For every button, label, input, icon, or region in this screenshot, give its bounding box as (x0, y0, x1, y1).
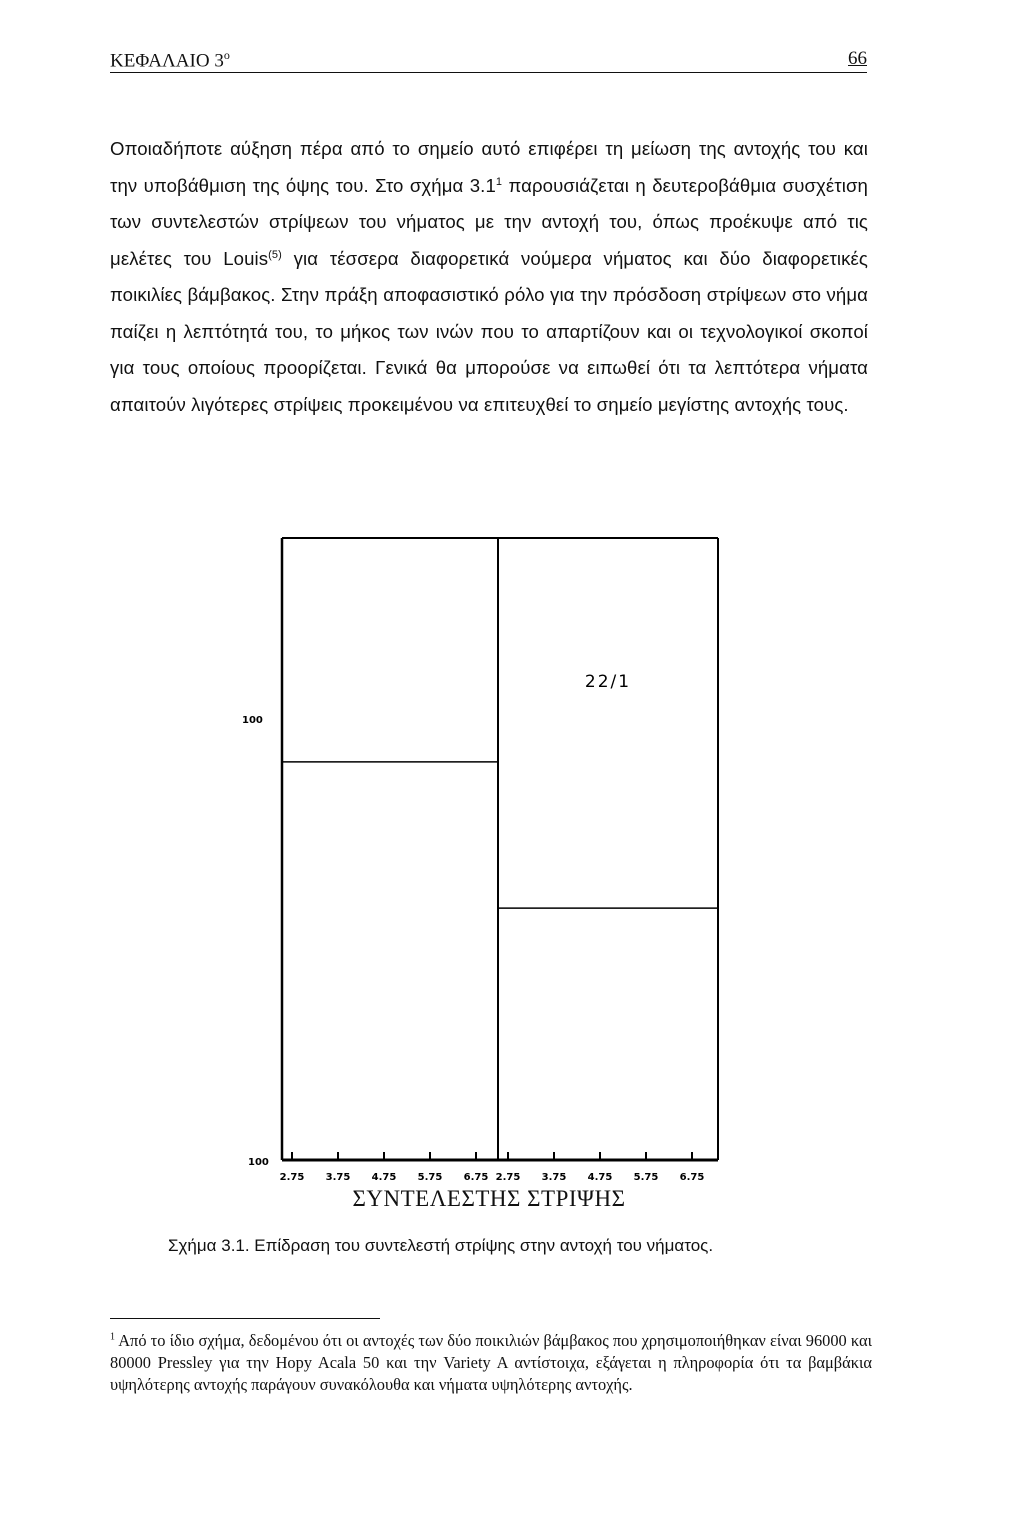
footnote-text: Από το ίδιο σχήμα, δεδομένου ότι οι αντοχές των δύο ποικιλιών βάμβακος που χρησιμοποιήθηκαν είναι 96000 και 80000 Pressley για την Hopy Acala 50 και την Variety A αντίστοιχα, εξάγεται η πληροφορία ότι τα βαμβάκια υψηλότερης αντοχής παράγουν συνακόλουθα και νήματα υψηλότερης αντοχής. (110, 1331, 872, 1394)
figure-caption: Σχήμα 3.1. Επίδραση του συντελεστή στρίψης στην αντοχή του νήματος. (168, 1236, 714, 1255)
page-number: 66 (848, 48, 867, 69)
y-tick-label-top: 100 (242, 715, 263, 726)
x-tick-label: 2.75 (495, 1172, 521, 1183)
x-tick-label: 5.75 (633, 1172, 659, 1183)
footnote-ref[interactable]: 1 (495, 175, 503, 188)
footnote-marker: 1 (110, 1331, 115, 1343)
x-tick-label: 3.75 (541, 1172, 567, 1183)
y-tick-label-bottom: 100 (248, 1157, 269, 1168)
x-tick-label: 5.75 (417, 1172, 443, 1183)
x-tick-label: 4.75 (371, 1172, 397, 1183)
chapter-ordinal: ο (223, 48, 230, 62)
figure-chart (240, 530, 740, 1210)
x-axis-title: ΣΥΝΤΕΛΕΣΤΗΣ ΣΤΡΙΨΗΣ (352, 1186, 626, 1211)
citation-ref[interactable]: (5) (268, 248, 282, 261)
footnote (110, 1330, 872, 1396)
chapter-title (110, 48, 230, 72)
x-tick-label: 6.75 (679, 1172, 705, 1183)
paragraph-part-3: για τέσσερα διαφορετικά νούμερα νήματος και δύο διαφορετικές ποικιλίες βάμβακος. Στην πράξη αποφασιστικό ρόλο για την πρόσδοση στρίψεων στο νήμα παίζει η λεπτότητά του, το μήκος των ινών που το απαρτίζουν και οι τεχνολογικοί σκοποί για τους οποίους προορίζεται. Γενικά θα μπορούσε να ειπωθεί ότι τα λεπτότερα νήματα απαιτούν λιγότερες στρίψεις προκειμένου να επιτευχθεί το σημείο μεγίστης αντοχής τους. (110, 247, 868, 415)
x-tick-label: 6.75 (463, 1172, 489, 1183)
x-tick-label: 3.75 (325, 1172, 351, 1183)
x-tick-label: 4.75 (587, 1172, 613, 1183)
chart-svg (240, 530, 740, 1190)
x-tick-label: 2.75 (279, 1172, 305, 1183)
paragraph-part-2: παρουσιάζεται η δευτεροβάθμια συσχέτιση των συντελεστών στρίψεων του νήματος με την αντοχή του, όπως προέκυψε από τις μελέτες του Louis (110, 174, 868, 269)
chapter-label: ΚΕΦΑΛΑΙΟ 3 (110, 50, 224, 72)
body-paragraph (110, 131, 868, 423)
paragraph-part-1: Οποιαδήποτε αύξηση πέρα από το σημείο αυτό επιφέρει τη μείωση της αντοχής του και την υποβάθμιση της όψης του. Στο σχήμα 3.1 (110, 138, 868, 196)
page-header (110, 46, 867, 73)
panel-label: 22/1 (584, 672, 632, 692)
footnote-divider (110, 1318, 380, 1319)
